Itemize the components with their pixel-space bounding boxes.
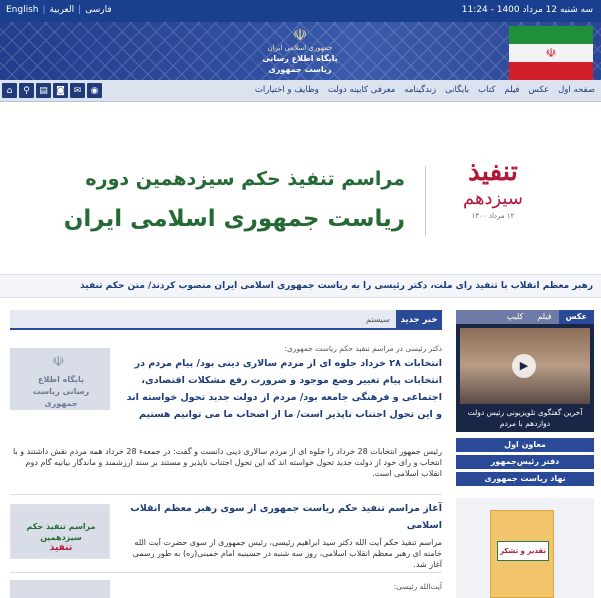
nav-menu	[255, 85, 595, 95]
logo-word-2: سیزدهم	[463, 188, 523, 209]
language-switcher	[6, 5, 112, 15]
tab-clip[interactable]: کلیپ	[506, 312, 524, 321]
ticker-text[interactable]: رهبر معظم انقلاب با تنفیذ رای ملت، دکتر رئیسی را به ریاست جمهوری اسلامی ایران منصوب کردند/ متن حکم تنفیذ	[80, 281, 593, 291]
thumbnail-text	[15, 521, 107, 554]
divider	[10, 572, 442, 573]
book-cover[interactable]	[490, 510, 554, 598]
sidebar-links	[456, 438, 594, 489]
logo-line-2: پایگاه اطلاع رسانی ریاست جمهوری	[262, 54, 338, 74]
media-tabs	[456, 310, 594, 324]
banner-line-1: مراسم تنفیذ حکم سیزدهمین دوره	[85, 168, 405, 190]
divider	[10, 494, 442, 495]
date-time: سه شنبه 12 مرداد 1400 - 11:24	[461, 5, 593, 15]
divider: |	[42, 5, 46, 15]
nav-item-photo[interactable]: عکس	[528, 85, 550, 95]
logo-date: ۱۲ مرداد ۱۴۰۰	[471, 212, 515, 220]
thumbnail-line-1: پایگاه اطلاع	[38, 375, 84, 384]
thumbnail-line-1: مراسم تنفیذ حکم سیزدهمین	[26, 522, 96, 542]
iran-flag-icon: ☫	[509, 26, 593, 80]
news-ticker	[0, 274, 601, 298]
tab-photo[interactable]: عکس	[559, 310, 594, 324]
news-item	[10, 500, 442, 568]
emblem-icon: ☫	[52, 354, 65, 370]
main-nav	[0, 80, 601, 102]
video-caption[interactable]: آخرین گفتگوی تلویزیونی رئیس دولت دوازدهم با مردم	[467, 408, 583, 428]
news-kicker: آیت‌الله رئیسی:	[393, 582, 442, 591]
top-bar	[0, 0, 601, 22]
site-logo[interactable]	[250, 26, 350, 78]
tab-video[interactable]: فیلم	[537, 312, 552, 321]
thumbnail-text	[16, 374, 106, 410]
play-icon[interactable]: ▶	[512, 354, 536, 378]
news-body: رئیس جمهور انتخابات 28 خرداد را جلوه ای از مردم سالاری دینی دانست و گفت: در جمعه‌ء 28 خرداد همه مردم نقش داشتند و با انتخاب و رای خود از دولت جدید تحول خواسته اند که این تحول اجتناب ناپذیر و مستند بر سند ارزشمند و ماندگار بیانیه گام دوم انقلاب اسلامی است.	[13, 447, 442, 478]
news-body: مراسم تنفیذ حکم آیت الله دکتر سید ابراهیم رئیسی، رئیس جمهوری از سوی حضرت آیت الله خامنه ای رهبر معظم انقلاب اسلامی، روز سه شنبه در حسینیه امام خمینی(ره) به طور رسمی آغاز شد.	[132, 538, 442, 569]
news-tabs	[10, 310, 442, 330]
nav-item-archive[interactable]: بایگانی	[445, 85, 470, 95]
news-column	[10, 310, 442, 598]
tab-system[interactable]: سیستم	[366, 315, 390, 324]
link-president-office[interactable]: دفتر رئیس‌جمهور	[456, 455, 594, 469]
news-thumbnail[interactable]	[10, 348, 110, 410]
news-title[interactable]: انتخابات ۲۸ خرداد جلوه ای از مردم سالاری دینی بود/ پیام مردم در انتخابات پیام تغییر وضع موجود و ضرورت رفع مشکلات اقتصادی، اجتماعی و فرهنگی جامعه بود/ مردم از دولت جدید تحول خواسته اند و این تحول اجتناب ناپذیر است/ ما از اصحاب ما می توانیم هستیم	[126, 358, 442, 420]
news-kicker: دکتر رئیسی در مراسم تنفیذ حکم ریاست جمهوری:	[284, 344, 442, 353]
hero-banner[interactable]	[0, 102, 601, 274]
thumbnail-line-2: رسانی ریاست جمهوری	[32, 387, 90, 408]
home-icon[interactable]: ⌂	[2, 83, 17, 98]
news-thumbnail[interactable]	[10, 580, 110, 598]
link-presidential-institution[interactable]: نهاد ریاست جمهوری	[456, 472, 594, 486]
sidebar	[456, 310, 594, 598]
rss-icon[interactable]: ◉	[87, 83, 102, 98]
news-summary	[10, 446, 442, 486]
lang-farsi[interactable]: فارسی	[85, 5, 112, 15]
lang-arabic[interactable]: العربیة	[49, 5, 75, 15]
emblem-icon: ☫	[292, 25, 308, 44]
logo-line-1: جمهوری اسلامی ایران	[267, 44, 333, 52]
news-title[interactable]: آغاز مراسم تنفیذ حکم ریاست جمهوری از سوی رهبر معظم انقلاب اسلامی	[130, 503, 442, 531]
nav-item-biography[interactable]: زندگینامه	[404, 85, 437, 95]
tab-latest-news[interactable]: خبر جدید	[396, 310, 442, 330]
logo-word-1: تنفیذ	[468, 157, 518, 187]
camera-icon[interactable]: ◙	[53, 83, 68, 98]
nav-item-video[interactable]: فیلم	[504, 85, 520, 95]
search-icon[interactable]: ⚲	[19, 83, 34, 98]
nav-item-book[interactable]: کتاب	[478, 85, 496, 95]
promo-box[interactable]	[456, 498, 594, 598]
nav-item-duties[interactable]: وظایف و اختیارات	[254, 85, 319, 95]
nav-item-cabinet[interactable]: معرفی کابینه دولت	[327, 85, 396, 95]
news-thumbnail[interactable]	[10, 504, 110, 559]
thumbnail-line-2: تنفیذ	[49, 543, 73, 553]
video-thumbnail[interactable]	[460, 328, 590, 404]
book-label: تقدیر و تشکر	[497, 541, 549, 561]
nav-icons	[2, 83, 102, 98]
divider: |	[78, 5, 82, 15]
banner-divider	[425, 166, 426, 236]
mail-icon[interactable]: ✉	[70, 83, 85, 98]
banner-line-2: ریاست جمهوری اسلامی ایران	[63, 206, 405, 232]
link-first-vice-president[interactable]: معاون اول	[456, 438, 594, 452]
news-item	[10, 576, 442, 598]
featured-video[interactable]	[456, 324, 594, 432]
site-header	[0, 22, 601, 80]
inauguration-logo	[448, 157, 538, 242]
lang-english[interactable]: English	[6, 5, 39, 15]
nav-item-home[interactable]: صفحه اول	[558, 85, 595, 95]
print-icon[interactable]: ▤	[36, 83, 51, 98]
